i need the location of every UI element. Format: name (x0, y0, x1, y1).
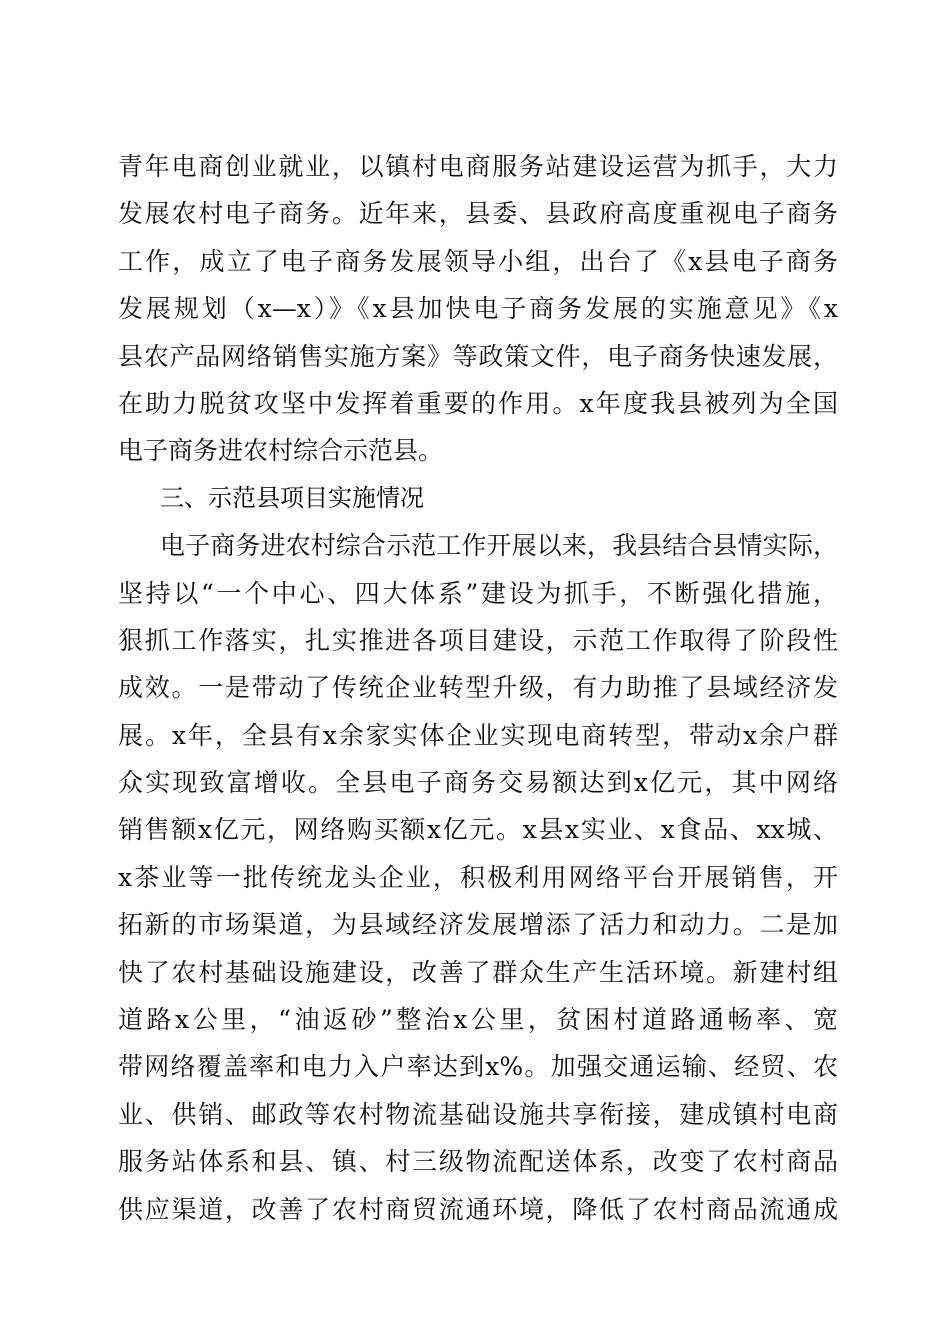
text-line: 带网络覆盖率和电力入户率达到x%。加强交通运输、经贸、农 (118, 1052, 838, 1082)
text-line: 供应渠道，改善了农村商贸流通环境，降低了农村商品流通成 (118, 1194, 838, 1224)
text-line: 狠抓工作落实，扎实推进各项目建设，示范工作取得了阶段性 (118, 625, 838, 655)
text-line: 众实现致富增收。全县电子商务交易额达到x亿元，其中网络 (118, 768, 838, 798)
text-line: 电子商务进农村综合示范县。 (118, 436, 444, 466)
text-line: 在助力脱贫攻坚中发挥着重要的作用。x年度我县被列为全国 (118, 388, 838, 418)
text-line: x茶业等一批传统龙头企业，积极利用网络平台开展销售，开 (118, 862, 838, 892)
text-line: 拓新的市场渠道，为县域经济发展增添了活力和动力。二是加 (118, 910, 838, 940)
text-line: 道路x公里，“油返砂”整治x公里，贫困村道路通畅率、宽 (118, 1005, 838, 1035)
text-line: 展。x年，全县有x余家实体企业实现电商转型，带动x余户群 (118, 720, 838, 750)
text-line: 坚持以“一个中心、四大体系”建设为抓手，不断强化措施， (118, 578, 838, 608)
text-line: 服务站体系和县、镇、村三级物流配送体系，改变了农村商品 (118, 1147, 838, 1177)
text-line: 销售额x亿元，网络购买额x亿元。x县x实业、x食品、xx城、 (118, 815, 838, 845)
text-line: 发展农村电子商务。近年来，县委、县政府高度重视电子商务 (118, 199, 838, 229)
document-body (118, 143, 838, 1233)
text-line: 电子商务进农村综合示范工作开展以来，我县结合县情实际， (160, 531, 838, 561)
text-line: 青年电商创业就业，以镇村电商服务站建设运营为抓手，大力 (118, 152, 838, 181)
text-line: 工作，成立了电子商务发展领导小组，出台了《x县电子商务 (118, 246, 838, 276)
text-line: 快了农村基础设施建设，改善了群众生产生活环境。新建村组 (118, 957, 838, 987)
text-line: 发展规划（x—x）》《x县加快电子商务发展的实施意见》《x (118, 294, 838, 324)
section-heading: 三、示范县项目实施情况 (160, 483, 424, 512)
text-line: 县农产品网络销售实施方案》等政策文件，电子商务快速发展， (118, 341, 838, 371)
text-line: 业、供销、邮政等农村物流基础设施共享衔接，建成镇村电商 (118, 1099, 838, 1129)
text-line: 成效。一是带动了传统企业转型升级，有力助推了县域经济发 (118, 673, 838, 703)
